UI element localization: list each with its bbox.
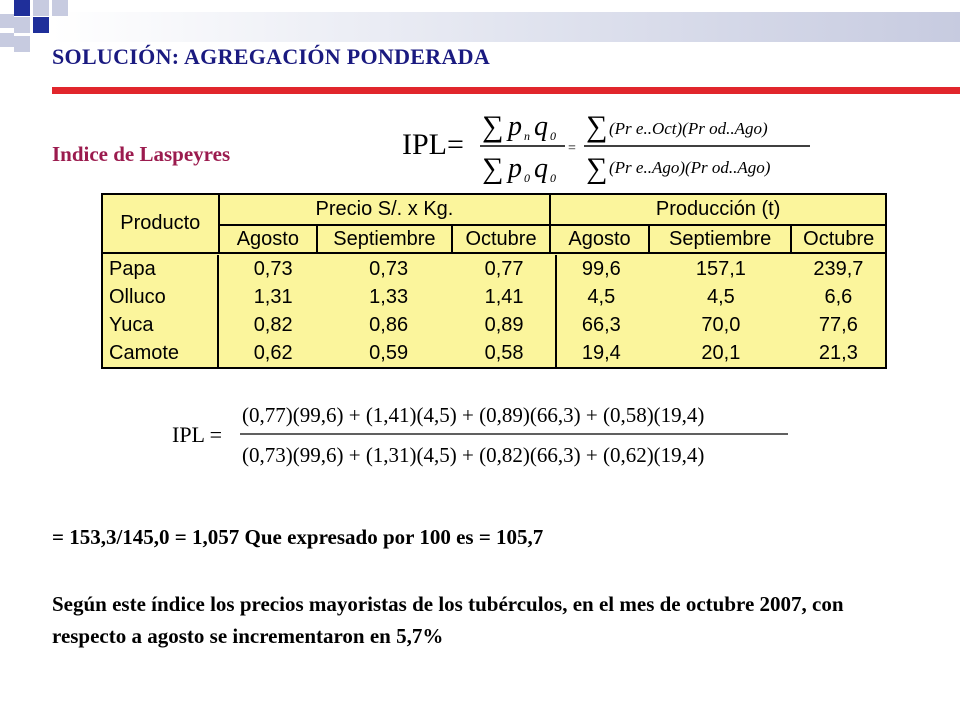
calc-numerator: (0,77)(99,6) + (1,41)(4,5) + (0,89)(66,3) + (0,58)(19,4) bbox=[242, 403, 705, 427]
header-product: Producto bbox=[103, 195, 219, 253]
cell-value: 77,6 bbox=[818, 313, 858, 336]
product-name: Camote bbox=[109, 341, 180, 364]
table-row bbox=[103, 339, 885, 367]
cell-value: 1,41 bbox=[484, 285, 524, 308]
decor-square bbox=[0, 33, 14, 47]
slide-title: SOLUCIÓN: AGREGACIÓN PONDERADA bbox=[52, 44, 491, 69]
cell-value: 20,1 bbox=[701, 341, 741, 364]
cell-value: 0,73 bbox=[369, 257, 409, 280]
den-p-sub: 0 bbox=[524, 171, 530, 184]
equals-sign: = bbox=[568, 141, 576, 156]
den-q: q bbox=[534, 153, 548, 184]
table-row bbox=[103, 311, 885, 339]
header-price-group: Precio S/. x Kg. bbox=[219, 195, 551, 225]
cell-value: 0,89 bbox=[484, 313, 524, 336]
num-q-sub: 0 bbox=[550, 129, 556, 143]
cell-value: 0,62 bbox=[253, 341, 293, 364]
product-name: Papa bbox=[109, 257, 156, 280]
decor-square bbox=[52, 0, 68, 16]
formula-lhs: IPL = bbox=[172, 422, 223, 447]
decor-square bbox=[33, 17, 49, 33]
cell-value: 21,3 bbox=[818, 341, 858, 364]
header-month: Agosto bbox=[550, 225, 649, 253]
product-name: Olluco bbox=[109, 285, 166, 308]
cell-value: 157,1 bbox=[695, 257, 746, 280]
header-month: Agosto bbox=[219, 225, 318, 253]
cell-value: 4,5 bbox=[587, 285, 616, 308]
laspeyres-formula bbox=[400, 102, 820, 189]
cell-value: 1,31 bbox=[253, 285, 293, 308]
sum-symbol: ∑ bbox=[482, 110, 504, 143]
decor-square bbox=[14, 36, 30, 52]
cell-value: 239,7 bbox=[813, 257, 864, 280]
num-p-sub: n bbox=[524, 129, 530, 143]
cell-value: 0,58 bbox=[484, 341, 524, 364]
rhs-numerator: (Pr e..Oct)(Pr od..Ago) bbox=[609, 119, 768, 138]
cell-value: 0,59 bbox=[369, 341, 409, 364]
ipl-calculation-svg bbox=[170, 396, 810, 476]
decor-square bbox=[14, 17, 30, 33]
cell-value: 6,6 bbox=[824, 285, 853, 308]
header-gradient-bar bbox=[52, 12, 960, 42]
table-body bbox=[103, 255, 885, 367]
header-month: Octubre bbox=[452, 225, 551, 253]
decor-square bbox=[0, 14, 14, 28]
formula-lhs: IPL= bbox=[402, 128, 464, 161]
header-month: Septiembre bbox=[317, 225, 452, 253]
laspeyres-formula-svg bbox=[400, 102, 820, 184]
num-p: p bbox=[508, 111, 522, 142]
den-p: p bbox=[508, 153, 522, 184]
den-q-sub: 0 bbox=[550, 171, 556, 184]
cell-value: 0,86 bbox=[369, 313, 409, 336]
price-production-table bbox=[101, 193, 887, 369]
table-header bbox=[103, 195, 885, 254]
num-q: q bbox=[534, 111, 548, 142]
header-production-group: Producción (t) bbox=[550, 195, 885, 225]
cell-value: 1,33 bbox=[369, 285, 409, 308]
cell-value: 99,6 bbox=[581, 257, 621, 280]
conclusion-text: Según este índice los precios mayoristas de los tubérculos, en el mes de octubre 2007, con respecto a agosto se incrementaron en 5,7% bbox=[52, 592, 844, 648]
header-month: Octubre bbox=[791, 225, 885, 253]
decor-square bbox=[14, 0, 30, 16]
table-row bbox=[103, 283, 885, 311]
cell-value: 70,0 bbox=[701, 313, 741, 336]
result-line: = 153,3/145,0 = 1,057 Que expresado por 100 es = 105,7 bbox=[52, 525, 544, 549]
column-divider bbox=[555, 255, 557, 367]
decor-square bbox=[33, 0, 49, 16]
rhs-denominator: (Pr e..Ago)(Pr od..Ago) bbox=[609, 158, 771, 177]
header-month: Septiembre bbox=[649, 225, 792, 253]
cell-value: 0,82 bbox=[253, 313, 293, 336]
cell-value: 19,4 bbox=[581, 341, 621, 364]
product-name: Yuca bbox=[109, 313, 154, 336]
sum-symbol: ∑ bbox=[586, 152, 608, 184]
title-underline-rule bbox=[52, 87, 960, 94]
table-row bbox=[103, 255, 885, 283]
calc-denominator: (0,73)(99,6) + (1,31)(4,5) + (0,82)(66,3) + (0,62)(19,4) bbox=[242, 443, 705, 467]
slide-subtitle: Indice de Laspeyres bbox=[52, 142, 231, 166]
cell-value: 0,77 bbox=[484, 257, 524, 280]
cell-value: 66,3 bbox=[581, 313, 621, 336]
cell-value: 0,73 bbox=[253, 257, 293, 280]
ipl-calculation bbox=[170, 396, 810, 481]
column-divider bbox=[217, 255, 219, 367]
sum-symbol: ∑ bbox=[586, 110, 608, 143]
sum-symbol: ∑ bbox=[482, 152, 504, 184]
cell-value: 4,5 bbox=[706, 285, 735, 308]
